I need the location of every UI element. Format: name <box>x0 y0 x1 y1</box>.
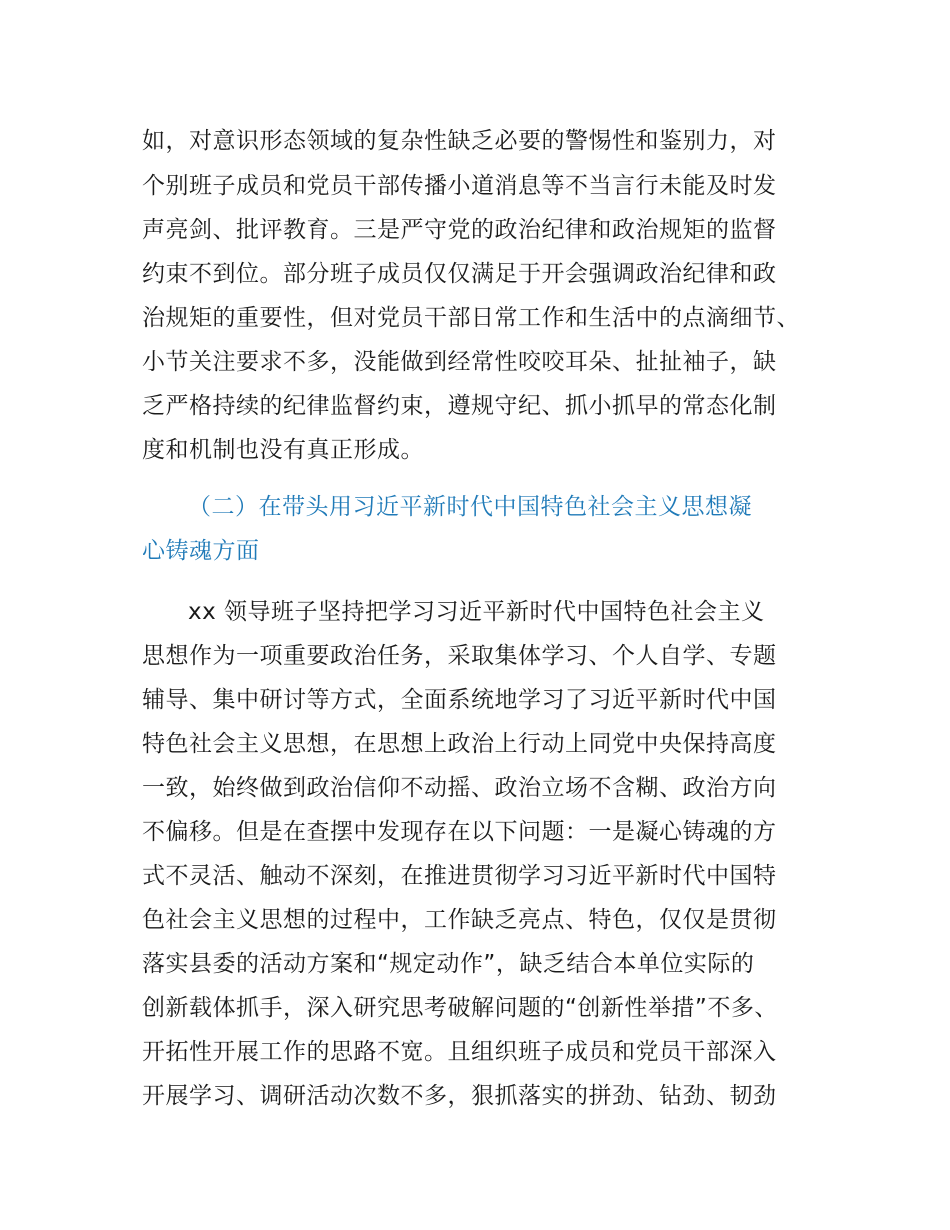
paragraph-1-line-3: 声亮剑、批评教育。三是严守党的政治纪律和政治规矩的监督 <box>142 217 777 243</box>
paragraph-2-line-9: 落实县委的活动方案和“规定动作”，缺乏结合本单位实际的 <box>142 951 755 977</box>
paragraph-2-line-7: 式不灵活、触动不深刻，在推进贯彻学习习近平新时代中国特 <box>142 863 777 889</box>
paragraph-2-line-8: 色社会主义思想的过程中，工作缺乏亮点、特色，仅仅是贯彻 <box>142 907 777 933</box>
paragraph-2-line-1: xx 领导班子坚持把学习习近平新时代中国特色社会主义 <box>188 599 765 625</box>
paragraph-1-line-7: 乏严格持续的纪律监督约束，遵规守纪、抓小抓早的常态化制 <box>142 393 777 419</box>
paragraph-2-line-11: 开拓性开展工作的思路不宽。且组织班子成员和党员干部深入 <box>142 1039 777 1065</box>
paragraph-1-line-5: 治规矩的重要性，但对党员干部日常工作和生活中的点滴细节、 <box>142 305 800 331</box>
paragraph-1-line-6: 小节关注要求不多，没能做到经常性咬咬耳朵、扯扯袖子，缺 <box>142 349 777 375</box>
paragraph-2-line-10: 创新载体抓手，深入研究思考破解问题的“创新性举措”不多、 <box>142 995 778 1021</box>
section-heading-line-1: （二）在带头用习近平新时代中国特色社会主义思想凝 <box>188 494 752 520</box>
paragraph-1-line-2: 个别班子成员和党员干部传播小道消息等不当言行未能及时发 <box>142 173 777 199</box>
paragraph-1-line-4: 约束不到位。部分班子成员仅仅满足于开会强调政治纪律和政 <box>142 261 777 287</box>
paragraph-2-line-5: 一致，始终做到政治信仰不动摇、政治立场不含糊、政治方向 <box>142 775 777 801</box>
paragraph-2-line-6: 不偏移。但是在查摆中发现存在以下问题：一是凝心铸魂的方 <box>142 819 777 845</box>
paragraph-2-line-2: 思想作为一项重要政治任务，采取集体学习、个人自学、专题 <box>142 643 777 669</box>
paragraph-2-line-3: 辅导、集中研讨等方式，全面系统地学习了习近平新时代中国 <box>142 687 777 713</box>
paragraph-2-line-4: 特色社会主义思想，在思想上政治上行动上同党中央保持高度 <box>142 731 777 757</box>
paragraph-2-line-12: 开展学习、调研活动次数不多，狠抓落实的拼劲、钻劲、韧劲 <box>142 1083 777 1109</box>
section-heading-line-2: 心铸魂方面 <box>142 538 260 564</box>
paragraph-1-line-8: 度和机制也没有真正形成。 <box>142 437 424 463</box>
paragraph-1-line-1: 如，对意识形态领域的复杂性缺乏必要的警惕性和鉴别力，对 <box>142 128 777 154</box>
